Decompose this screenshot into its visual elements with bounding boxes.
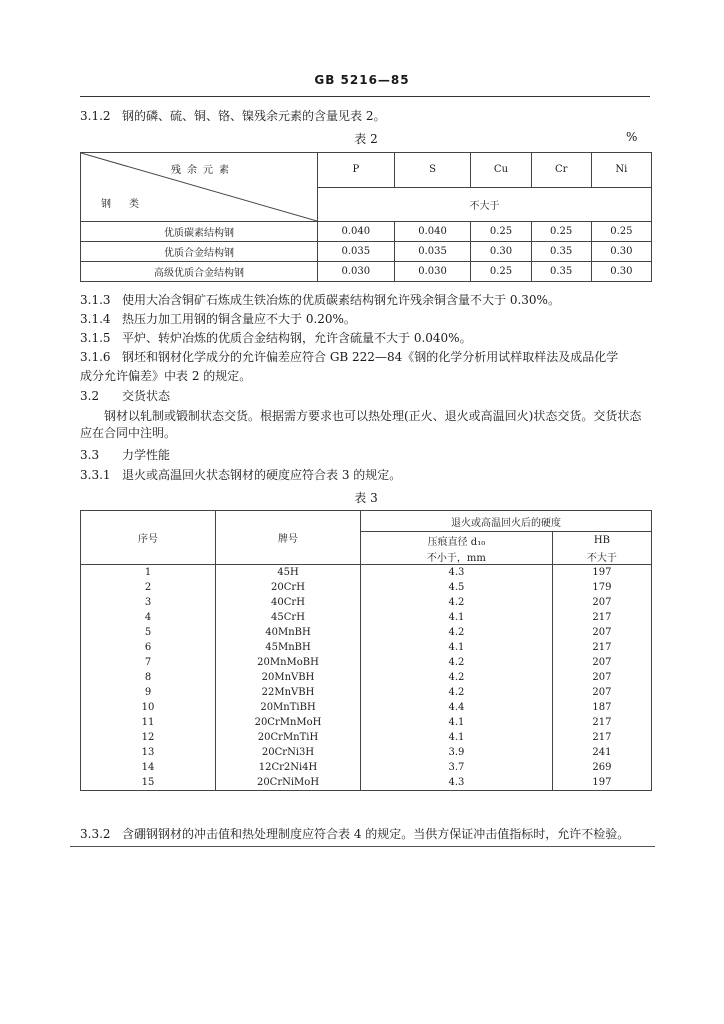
section-3-2-body: 钢材以轧制或锻制状态交货。根据需方要求也可以热处理(正火、退火或高温回火)状态交货。交货状态应在合同中注明。 bbox=[80, 409, 642, 440]
table2-cell: 0.30 bbox=[591, 242, 651, 262]
table-row bbox=[81, 760, 652, 775]
table2-cell: 0.035 bbox=[318, 242, 395, 262]
table3-grade: 40MnBH bbox=[216, 625, 361, 640]
table2-cell: 0.25 bbox=[591, 222, 651, 242]
table3-hb: 179 bbox=[552, 580, 651, 595]
clause-3-1-6 bbox=[80, 349, 652, 366]
table3-grade: 45H bbox=[216, 565, 361, 581]
table3-grade: 20MnVBH bbox=[216, 670, 361, 685]
table3-d: 4.2 bbox=[361, 625, 553, 640]
table3-hb: 207 bbox=[552, 670, 651, 685]
clause-number: 3.1.6 bbox=[80, 350, 111, 364]
table3-seq: 7 bbox=[81, 655, 216, 670]
section-number: 3.2 bbox=[80, 389, 100, 403]
table3-seq: 2 bbox=[81, 580, 216, 595]
table3-d: 4.1 bbox=[361, 640, 553, 655]
table-row bbox=[81, 730, 652, 745]
clause-3-1-6-continued: 成分允许偏差》中表 2 的规定。 bbox=[80, 369, 252, 383]
table2-header-cu: Cu bbox=[471, 153, 531, 188]
table3-grade: 20CrMnMoH bbox=[216, 715, 361, 730]
clause-number: 3.3.1 bbox=[80, 468, 111, 482]
table3-hb: 217 bbox=[552, 715, 651, 730]
table2-subheader: 不大于 bbox=[318, 187, 652, 222]
table-row bbox=[81, 745, 652, 760]
table3-d: 4.1 bbox=[361, 610, 553, 625]
clause-3-1-5 bbox=[80, 330, 652, 347]
table3-d: 3.7 bbox=[361, 760, 553, 775]
table3-hb: 217 bbox=[552, 640, 651, 655]
table-row bbox=[81, 610, 652, 625]
table2-cell: 0.30 bbox=[471, 242, 531, 262]
table2-cell: 0.25 bbox=[471, 262, 531, 282]
table2-header-cr: Cr bbox=[531, 153, 591, 188]
clause-text: 热压力加工用钢的铜含量应不大于 0.20%。 bbox=[122, 312, 356, 326]
section-3-3-heading bbox=[80, 447, 652, 464]
table-row bbox=[81, 700, 652, 715]
table3-header-d-unit: 不小于，mm bbox=[361, 548, 553, 565]
table2-cell: 0.040 bbox=[394, 222, 471, 242]
clause-text: 钢的磷、硫、铜、铬、镍残余元素的含量见表 2。 bbox=[122, 109, 386, 123]
table-row bbox=[81, 595, 652, 610]
table2-cell: 0.040 bbox=[318, 222, 395, 242]
table3-seq: 6 bbox=[81, 640, 216, 655]
table3-hb: 207 bbox=[552, 625, 651, 640]
table3-seq: 14 bbox=[81, 760, 216, 775]
table3-d: 4.5 bbox=[361, 580, 553, 595]
table3-seq: 10 bbox=[81, 700, 216, 715]
corner-top-label: 残余元素 bbox=[171, 165, 235, 176]
table3-d: 4.3 bbox=[361, 775, 553, 791]
table3-hb: 241 bbox=[552, 745, 651, 760]
clause-text-line1: 钢坯和钢材化学成分的允许偏差应符合 GB 222—84《钢的化学分析用试样取样法及成品化学 bbox=[122, 350, 619, 364]
header-rule bbox=[80, 96, 650, 97]
section-3-2-heading bbox=[80, 388, 652, 405]
table3-seq: 13 bbox=[81, 745, 216, 760]
table3-grade: 45CrH bbox=[216, 610, 361, 625]
section-number: 3.3 bbox=[80, 448, 100, 462]
table3-hb: 197 bbox=[552, 565, 651, 581]
table-3 bbox=[80, 510, 652, 791]
table3-grade: 20MnMoBH bbox=[216, 655, 361, 670]
table2-row-name: 优质合金结构钢 bbox=[81, 242, 318, 262]
table3-hb: 217 bbox=[552, 610, 651, 625]
table3-d: 4.2 bbox=[361, 685, 553, 700]
table3-hb: 269 bbox=[552, 760, 651, 775]
table3-seq: 15 bbox=[81, 775, 216, 791]
corner-bottom-label: 钢类 bbox=[101, 199, 157, 210]
table3-group-header: 退火或高温回火后的硬度 bbox=[361, 511, 652, 532]
clause-number: 3.1.4 bbox=[80, 312, 111, 326]
clause-number: 3.1.2 bbox=[80, 109, 111, 123]
table2-corner-cell bbox=[81, 153, 318, 222]
table3-grade: 20CrMnTiH bbox=[216, 730, 361, 745]
table3-grade: 20CrH bbox=[216, 580, 361, 595]
table-row bbox=[81, 222, 652, 242]
table3-seq: 5 bbox=[81, 625, 216, 640]
table2-cell: 0.030 bbox=[318, 262, 395, 282]
clause-3-1-3 bbox=[80, 292, 652, 309]
table3-hb: 217 bbox=[552, 730, 651, 745]
table3-seq: 11 bbox=[81, 715, 216, 730]
clause-3-3-1 bbox=[80, 467, 652, 484]
table3-grade: 40CrH bbox=[216, 595, 361, 610]
table-row bbox=[81, 715, 652, 730]
table-row bbox=[81, 655, 652, 670]
table3-d: 4.3 bbox=[361, 565, 553, 581]
table2-caption: 表 2 bbox=[354, 132, 378, 146]
table3-seq: 12 bbox=[81, 730, 216, 745]
clause-text: 退火或高温回火状态钢材的硬度应符合表 3 的规定。 bbox=[122, 468, 402, 482]
table3-grade: 20CrNi3H bbox=[216, 745, 361, 760]
table3-header-hb: HB bbox=[552, 532, 651, 549]
section-title: 交货状态 bbox=[122, 389, 171, 403]
clause-number: 3.3.2 bbox=[80, 827, 111, 841]
table2-header-p: P bbox=[318, 153, 395, 188]
table3-seq: 1 bbox=[81, 565, 216, 581]
table3-seq: 9 bbox=[81, 685, 216, 700]
table-row bbox=[81, 685, 652, 700]
table3-caption: 表 3 bbox=[354, 491, 378, 505]
table2-cell: 0.030 bbox=[394, 262, 471, 282]
table2-row-name: 高级优质合金结构钢 bbox=[81, 262, 318, 282]
table3-d: 4.1 bbox=[361, 715, 553, 730]
table-row bbox=[81, 670, 652, 685]
table2-cell: 0.25 bbox=[471, 222, 531, 242]
table2-cell: 0.30 bbox=[591, 262, 651, 282]
clause-text: 使用大冶含铜矿石炼成生铁冶炼的优质碳素结构钢允许残余铜含量不大于 0.30%。 bbox=[122, 293, 560, 307]
table2-cell: 0.35 bbox=[531, 262, 591, 282]
table2-header-s: S bbox=[394, 153, 471, 188]
clause-3-3-2 bbox=[80, 826, 652, 843]
table-row bbox=[81, 565, 652, 581]
table-row bbox=[81, 775, 652, 791]
table3-d: 4.1 bbox=[361, 730, 553, 745]
table2-header-ni: Ni bbox=[591, 153, 651, 188]
table2-row-name: 优质碳素结构钢 bbox=[81, 222, 318, 242]
table3-d: 4.4 bbox=[361, 700, 553, 715]
table3-header-hb-limit: 不大于 bbox=[552, 548, 651, 565]
table2-unit: % bbox=[626, 130, 638, 144]
clause-number: 3.1.5 bbox=[80, 331, 111, 345]
table2-cell: 0.25 bbox=[531, 222, 591, 242]
table3-d: 4.2 bbox=[361, 655, 553, 670]
table3-d: 4.2 bbox=[361, 595, 553, 610]
bottom-rule bbox=[70, 846, 655, 847]
table-row bbox=[81, 640, 652, 655]
table3-d: 3.9 bbox=[361, 745, 553, 760]
table3-hb: 187 bbox=[552, 700, 651, 715]
table2-cell: 0.35 bbox=[531, 242, 591, 262]
table3-header-grade: 牌号 bbox=[216, 511, 361, 565]
table3-grade: 20MnTiBH bbox=[216, 700, 361, 715]
table-row bbox=[81, 242, 652, 262]
table3-hb: 207 bbox=[552, 655, 651, 670]
table3-seq: 4 bbox=[81, 610, 216, 625]
clause-text: 含硼钢钢材的冲击值和热处理制度应符合表 4 的规定。当供方保证冲击值指标时，允许不检验。 bbox=[122, 827, 630, 841]
table2-cell: 0.035 bbox=[394, 242, 471, 262]
clause-3-1-4 bbox=[80, 311, 652, 328]
clause-number: 3.1.3 bbox=[80, 293, 111, 307]
table3-grade: 22MnVBH bbox=[216, 685, 361, 700]
clause-3-1-2 bbox=[80, 108, 652, 125]
table3-grade: 12Cr2Ni4H bbox=[216, 760, 361, 775]
table3-grade: 20CrNiMoH bbox=[216, 775, 361, 791]
table3-seq: 3 bbox=[81, 595, 216, 610]
section-title: 力学性能 bbox=[122, 448, 171, 462]
table3-header-d: 压痕直径 d₁₀ bbox=[361, 532, 553, 549]
table3-hb: 197 bbox=[552, 775, 651, 791]
page-header-title: GB 5216—85 bbox=[314, 73, 410, 87]
clause-text: 平炉、转炉冶炼的优质合金结构钢，允许含硫量不大于 0.040%。 bbox=[122, 331, 472, 345]
table-row bbox=[81, 262, 652, 282]
table3-d: 4.2 bbox=[361, 670, 553, 685]
table3-header-seq: 序号 bbox=[81, 511, 216, 565]
table3-hb: 207 bbox=[552, 595, 651, 610]
table-row bbox=[81, 625, 652, 640]
table-row bbox=[81, 580, 652, 595]
table-2 bbox=[80, 152, 652, 282]
table3-grade: 45MnBH bbox=[216, 640, 361, 655]
table3-seq: 8 bbox=[81, 670, 216, 685]
table3-hb: 207 bbox=[552, 685, 651, 700]
